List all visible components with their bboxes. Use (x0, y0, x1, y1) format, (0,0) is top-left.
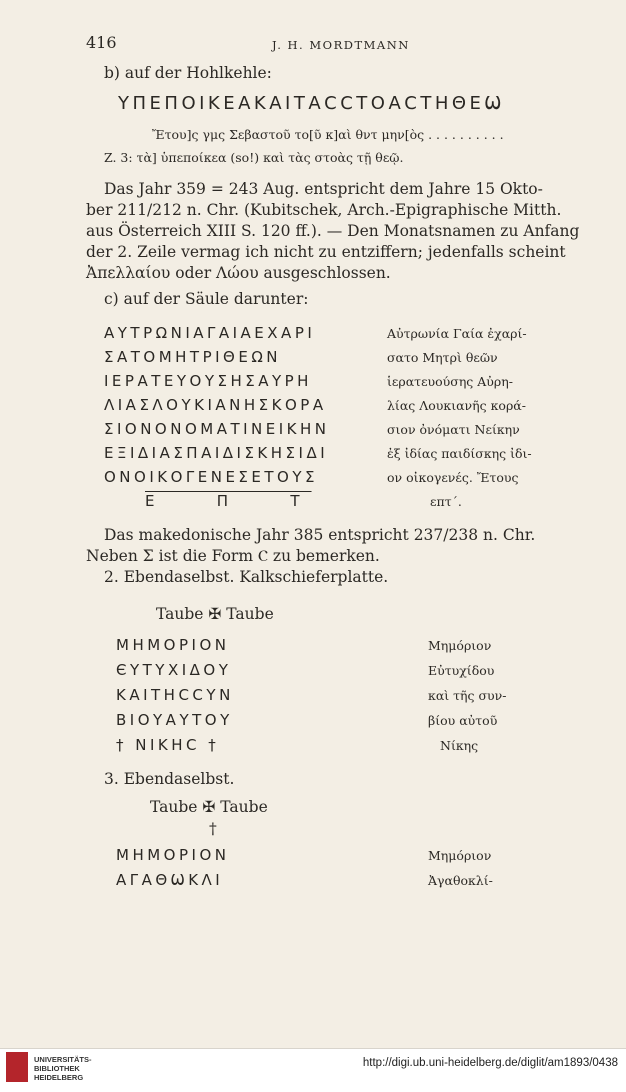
viewer-footer (0, 1048, 626, 1092)
item-2-reading-line: βίου αὐτοῦ (428, 713, 498, 728)
item-2-heading: 2. Ebendaselbst. Kalkschieferplatte. (104, 568, 389, 586)
section-c-inscription-line: ΣΑΤΟΜΗΤΡΙΘΕΩΝ (104, 348, 282, 366)
section-c-reading-line: σιον ὀνόματι Νείκην (387, 422, 520, 437)
item-3-taube: Taube ✠ Taube (150, 798, 268, 816)
item-2-reading-line: Μημόριον (428, 638, 492, 653)
section-c-reading-line: Αὐτρωνία Γαία ἐχαρί- (387, 326, 527, 341)
section-b-inscription: ΥΠΕΠΟΙΚΕΑΚΑΙΤΑCCΤΟΑCΤΗΘΕѠ (118, 93, 505, 114)
paragraph-1-line: Ἀπελλαίου oder Λώου ausgeschlossen. (86, 264, 391, 282)
section-c-inscription-line: ΟΝΟΙΚΟΓΕΝΕΣΕΤΟΥΣ (104, 468, 318, 486)
section-b-reading-2: Z. 3: τὰ] ὑπεποίκεα (so!) καὶ τὰς στοὰς τῇ θεῷ. (104, 150, 404, 165)
section-c-inscription-line: ΕΞΙΔΙΑΣΠΑΙΔΙΣΚΗΣΙΔΙ (104, 444, 329, 462)
paragraph-2-line: Das makedonische Jahr 385 entspricht 237/238 n. Chr. (104, 526, 536, 544)
item-2-inscription-line: ΚΑΙΤΗCCΥΝ (116, 686, 234, 704)
university-logo-icon[interactable] (6, 1052, 28, 1082)
paragraph-1-line: Das Jahr 359 = 243 Aug. entspricht dem Jahre 15 Okto- (104, 180, 543, 198)
item-2-reading-line: Εὐτυχίδου (428, 663, 495, 678)
section-c-inscription-date: Ε Π Τ (145, 492, 312, 510)
paragraph-1-line: ber 211/212 n. Chr. (Kubitschek, Arch.-Epigraphische Mitth. (86, 201, 562, 219)
section-c-inscription-line: ΣΙΟΝΟΝΟΜΑΤΙΝΕΙΚΗΝ (104, 420, 330, 438)
item-2-inscription-line: ЄΥΤΥΧΙΔΟΥ (116, 661, 232, 679)
item-2-inscription-line: ΜΗΜΟΡΙΟΝ (116, 636, 230, 654)
item-3-cross: † (209, 820, 217, 838)
section-b-heading: b) auf der Hohlkehle: (104, 64, 272, 82)
paragraph-1-line: der 2. Zeile vermag ich nicht zu entziffern; jedenfalls scheint (86, 243, 566, 261)
page-number: 416 (86, 33, 117, 52)
item-3-heading: 3. Ebendaselbst. (104, 770, 235, 788)
item-2-inscription-line: ΒΙΟΥΑΥΤΟΥ (116, 711, 233, 729)
item-2-reading-line: Νίκης (440, 738, 479, 753)
item-3-inscription-line: ΑΓΑΘѠΚΛΙ (116, 871, 224, 889)
item-2-taube: Taube ✠ Taube (156, 605, 274, 623)
item-2-inscription-line: † ΝΙΚΗC † (116, 736, 220, 754)
section-c-heading: c) auf der Säule darunter: (104, 290, 309, 308)
item-3-inscription-line: ΜΗΜΟΡΙΟΝ (116, 846, 230, 864)
section-c-reading-line: λίας Λουκιανῆς κορά- (387, 398, 526, 413)
permalink-url[interactable]: http://digi.ub.uni-heidelberg.de/diglit/am1893/0438 (362, 1057, 618, 1069)
item-3-reading-line: Ἀγαθοκλί- (428, 873, 493, 888)
section-c-reading-line: ἐξ ἰδίας παιδίσκης ἰδι- (387, 446, 532, 461)
section-c-reading-line: ἱερατευούσης Αὐρη- (387, 374, 513, 389)
paragraph-2-line: Neben Σ ist die Form Ⲥ zu bemerken. (86, 547, 380, 565)
section-c-reading-line: σατο Μητρὶ θεῶν (387, 350, 498, 365)
section-c-reading-line: ον οἰκογενές. Ἔτους (387, 470, 519, 485)
item-2-reading-line: καὶ τῆς συν- (428, 688, 507, 703)
section-c-reading-line: επτ΄. (430, 494, 462, 509)
section-c-inscription-line: ΙΕΡΑΤΕΥΟΥΣΗΣΑΥΡΗ (104, 372, 312, 390)
section-c-inscription-line: ΑΥΤΡΩΝΙΑΓΑΙΑΕΧΑΡΙ (104, 324, 316, 342)
section-b-reading-1: Ἔτου]ς γμς Σεβαστοῦ το[ῦ κ]αὶ θντ μην[ὸς . . . . . . . . . . (152, 127, 504, 142)
section-c-inscription-line: ΛΙΑΣΛΟΥΚΙΑΝΗΣΚΟΡΑ (104, 396, 327, 414)
running-head: J. H. MORDTMANN (272, 38, 410, 52)
paragraph-1-line: aus Österreich XIII S. 120 ff.). — Den Monatsnamen zu Anfang (86, 222, 580, 240)
library-name: UNIVERSITÄTS- BIBLIOTHEK HEIDELBERG (34, 1055, 92, 1082)
item-3-reading-line: Μημόριον (428, 848, 492, 863)
